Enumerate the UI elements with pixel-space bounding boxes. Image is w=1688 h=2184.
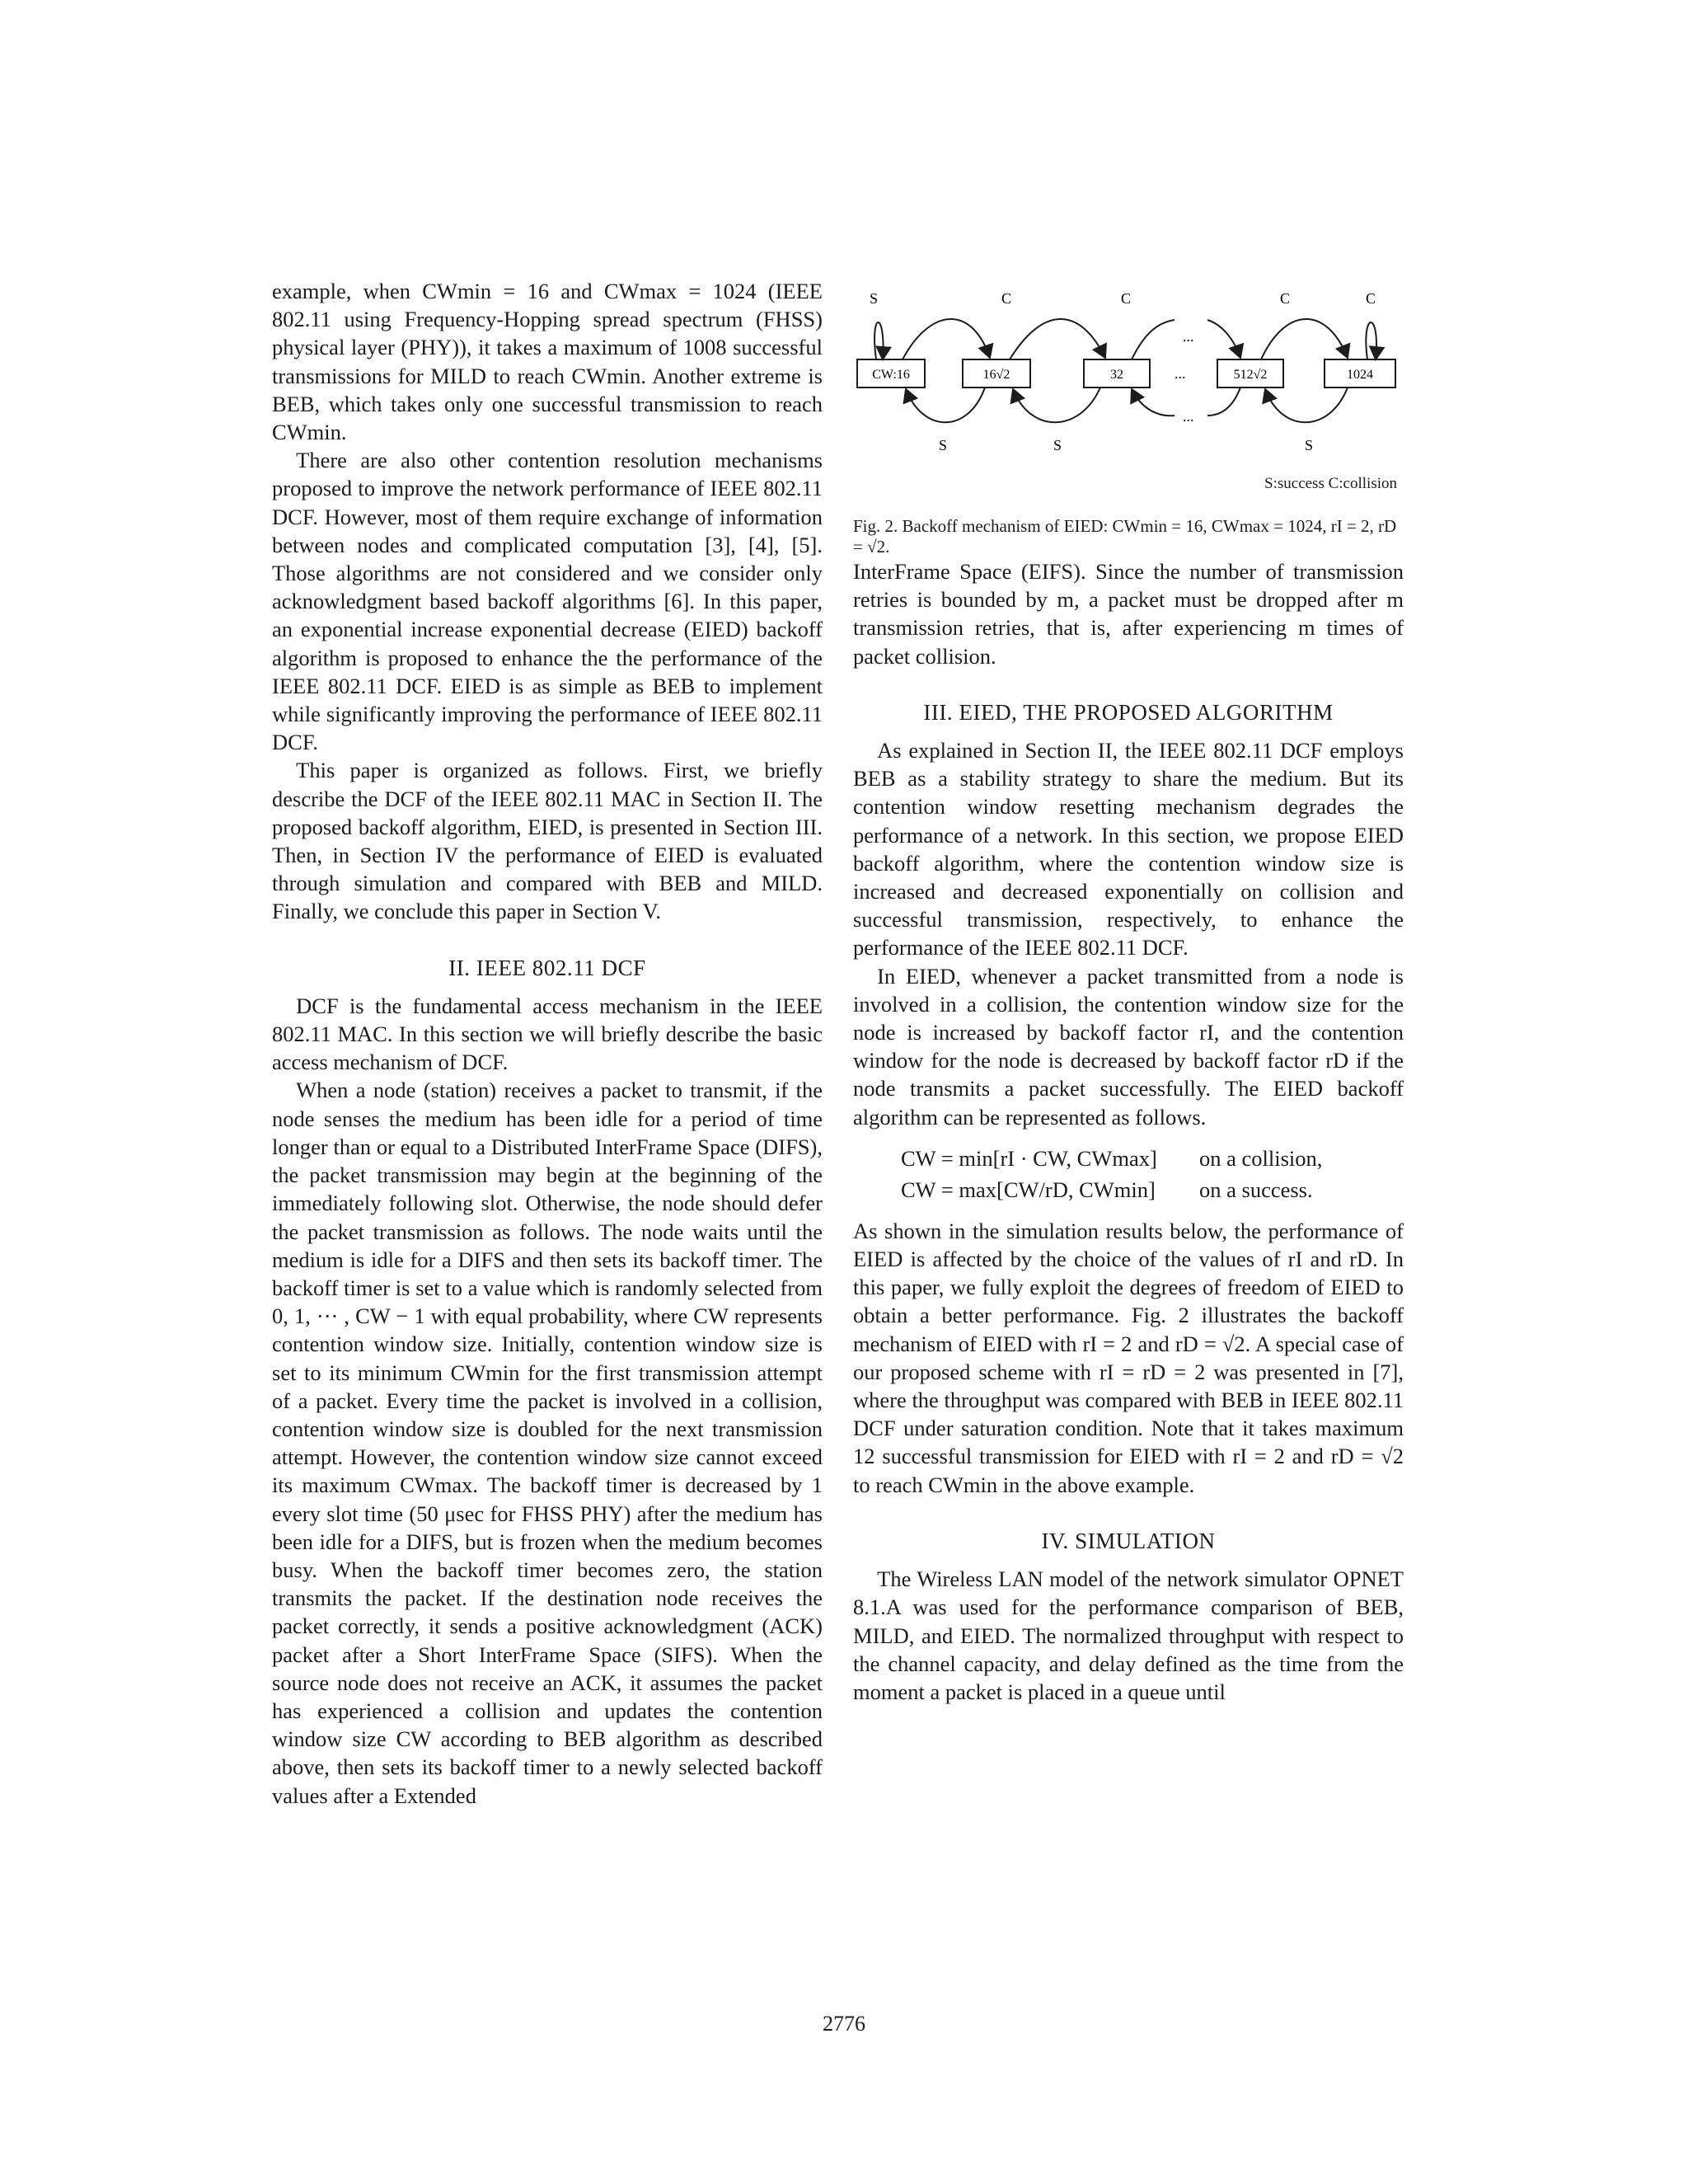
figure-legend: S:success C:collision [1264, 475, 1397, 492]
state-label: 16√2 [982, 368, 1010, 382]
state-box [1325, 359, 1395, 387]
paragraph: This paper is organized as follows. First, we briefly describe the DCF of the IEEE 802.11 MAC in Section II. The proposed backoff algorithm, EIED, is presented in Section III. Then, in Section IV the performance of EIED is evaluated through simulation and compared with BEB and MILD. Finally, we conclude this paper in Section V. [272, 758, 823, 924]
collision-arrow [1207, 320, 1240, 358]
label-S-bottom: S [1053, 437, 1062, 453]
paragraph: InterFrame Space (EIFS). Since the number of transmission retries is bounded by m, a packet must be dropped after m transmission retries, that is, after experiencing m times of packet collision. [853, 559, 1404, 669]
success-arrow [906, 387, 985, 422]
section-heading: II. IEEE 802.11 DCF [448, 955, 646, 980]
success-arrow [1132, 389, 1175, 416]
success-arrow [1265, 387, 1348, 422]
paragraph: DCF is the fundamental access mechanism in the IEEE 802.11 MAC. In this section we will briefly describe the basic access mechanism of DCF. [272, 993, 823, 1075]
collision-arrow [1261, 319, 1348, 359]
state-box [857, 359, 925, 387]
paragraph: As shown in the simulation results below, the performance of EIED is affected by the choice of the values of rI and rD. In this paper, we fully exploit the degrees of freedom of EIED to obtain a better performance. Fig. 2 illustrates the backoff mechanism of EIED with rI = 2 and rD = √2. A special case of our proposed scheme with rI = rD = 2 was presented in [7], where the throughput was compared with BEB in IEEE 802.11 DCF under saturation condition. Note that it takes maximum 12 successful transmission for EIED with rI = 2 and rD = √2 to reach CWmin in the above example. [853, 1218, 1404, 1497]
equation-condition: on a success. [1199, 1177, 1313, 1202]
right-column [853, 277, 1404, 1706]
ellipsis-top: ... [1183, 328, 1194, 345]
paragraph: There are also other contention resolution mechanisms proposed to improve the network performance of IEEE 802.11 DCF. However, most of them require exchange of information between nodes and complicated computation [3], [4], [5]. Those algorithms are not considered and we consider only acknowledgment based backoff algorithms [6]. In this paper, an exponential increase exponential decrease (EIED) backoff algorithm is proposed to enhance the the performance of the IEEE 802.11 DCF. EIED is as simple as BEB to implement while significantly improving the performance of IEEE 802.11 DCF. [272, 448, 823, 755]
label-S-top: S [870, 290, 879, 307]
paragraph: The Wireless LAN model of the network simulator OPNET 8.1.A was used for the performance comparison of BEB, MILD, and EIED. The normalized throughput with respect to the channel capacity, and delay defined as the time from the moment a packet is placed in a queue until [853, 1566, 1404, 1704]
success-arrow [1013, 387, 1100, 422]
collision-arrow [1010, 319, 1105, 359]
section-heading: IV. SIMULATION [1041, 1528, 1216, 1553]
equation-collision: CW = min[rI · CW, CWmax] [901, 1145, 1157, 1171]
equation-condition: on a collision, [1199, 1145, 1323, 1171]
label-C-top: C [1001, 290, 1012, 307]
paragraph: As explained in Section II, the IEEE 802.11 DCF employs BEB as a stability strategy to share the medium. But its contention window resetting mechanism degrades the performance of a network. In this section, we propose EIED backoff algorithm, where the contention window size is increased and decreased exponentially on collision and successful transmission, respectively, to enhance the performance of the IEEE 802.11 DCF. [853, 738, 1404, 960]
figure-backoff-diagram [853, 277, 1404, 516]
label-C-top: C [1280, 290, 1291, 307]
equation-block [901, 1143, 1404, 1205]
label-S-bottom: S [1305, 437, 1314, 453]
paragraph: In EIED, whenever a packet transmitted from a node is involved in a collision, the contention window size for the node is increased by backoff factor rI, and the contention window for the node is decreased by backoff factor rD if the node transmits a packet successfully. The EIED backoff algorithm can be represented as follows. [853, 963, 1404, 1130]
state-box [1084, 359, 1150, 387]
self-loop-arrow [874, 322, 883, 359]
state-box [963, 359, 1030, 387]
label-C-top: C [1366, 290, 1376, 307]
label-C-top: C [1121, 290, 1132, 307]
state-label: 32 [1110, 368, 1123, 382]
state-label: 512√2 [1233, 368, 1268, 382]
paragraph: example, when CWmin = 16 and CWmax = 1024 (IEEE 802.11 using Frequency-Hopping spread spectrum (FHSS) physical layer (PHY)), it takes a maximum of 1008 successful transmissions for MILD to reach CWmin. Another extreme is BEB, which takes only one successful transmission to reach CWmin. [272, 279, 823, 445]
state-box [1217, 359, 1283, 387]
collision-arrow [903, 319, 990, 359]
page-number: 2776 [823, 2012, 865, 2036]
equation-row [901, 1143, 1404, 1174]
collision-arrow [1132, 320, 1175, 359]
ellipsis-bottom: ... [1183, 408, 1194, 425]
equation-row [901, 1174, 1404, 1205]
figure-caption: Fig. 2. Backoff mechanism of EIED: CWmin = 16, CWmax = 1024, rI = 2, rD = √2. [853, 516, 1397, 557]
state-label: 1024 [1347, 368, 1373, 382]
self-loop-arrow [1366, 322, 1376, 359]
left-column [272, 277, 823, 1810]
state-label: CW:16 [872, 368, 910, 382]
success-arrow [1207, 387, 1240, 416]
equation-success: CW = max[CW/rD, CWmin] [901, 1177, 1156, 1202]
section-heading: III. EIED, THE PROPOSED ALGORITHM [923, 699, 1334, 725]
ellipsis-boxes: ... [1175, 365, 1186, 382]
label-S-bottom: S [939, 437, 948, 453]
paragraph: When a node (station) receives a packet to transmit, if the node senses the medium has been idle for a period of time longer than or equal to a Distributed InterFrame Space (DIFS), the packet transmission may begin at the beginning of the immediately following slot. Otherwise, the node should defer the packet transmission as follows. The node waits until the medium is idle for a DIFS and then sets its backoff timer. The backoff timer is set to a value which is randomly selected from 0, 1, ··· , CW − 1 with equal probability, where CW represents contention window size. Initially, contention window size is set to its minimum CWmin for the first transmission attempt of a packet. Every time the packet is involved in a collision, contention window size is doubled for the next transmission attempt. However, the contention window size cannot exceed its maximum CWmax. The backoff timer is decreased by 1 every slot time (50 μsec for FHSS PHY) after the medium has been idle for a DIFS, but is frozen when the medium becomes busy. When the backoff timer becomes zero, the station transmits the packet. If the destination node receives the packet correctly, it sends a positive acknowledgment (ACK) packet after a Short InterFrame Space (SIFS). When the source node does not receive an ACK, it assumes the packet has experienced a collision and updates the contention window size CW according to BEB algorithm as described above, then sets its backoff timer to a newly selected backoff values after a Extended [272, 1078, 823, 1808]
backoff-diagram [853, 277, 1404, 491]
